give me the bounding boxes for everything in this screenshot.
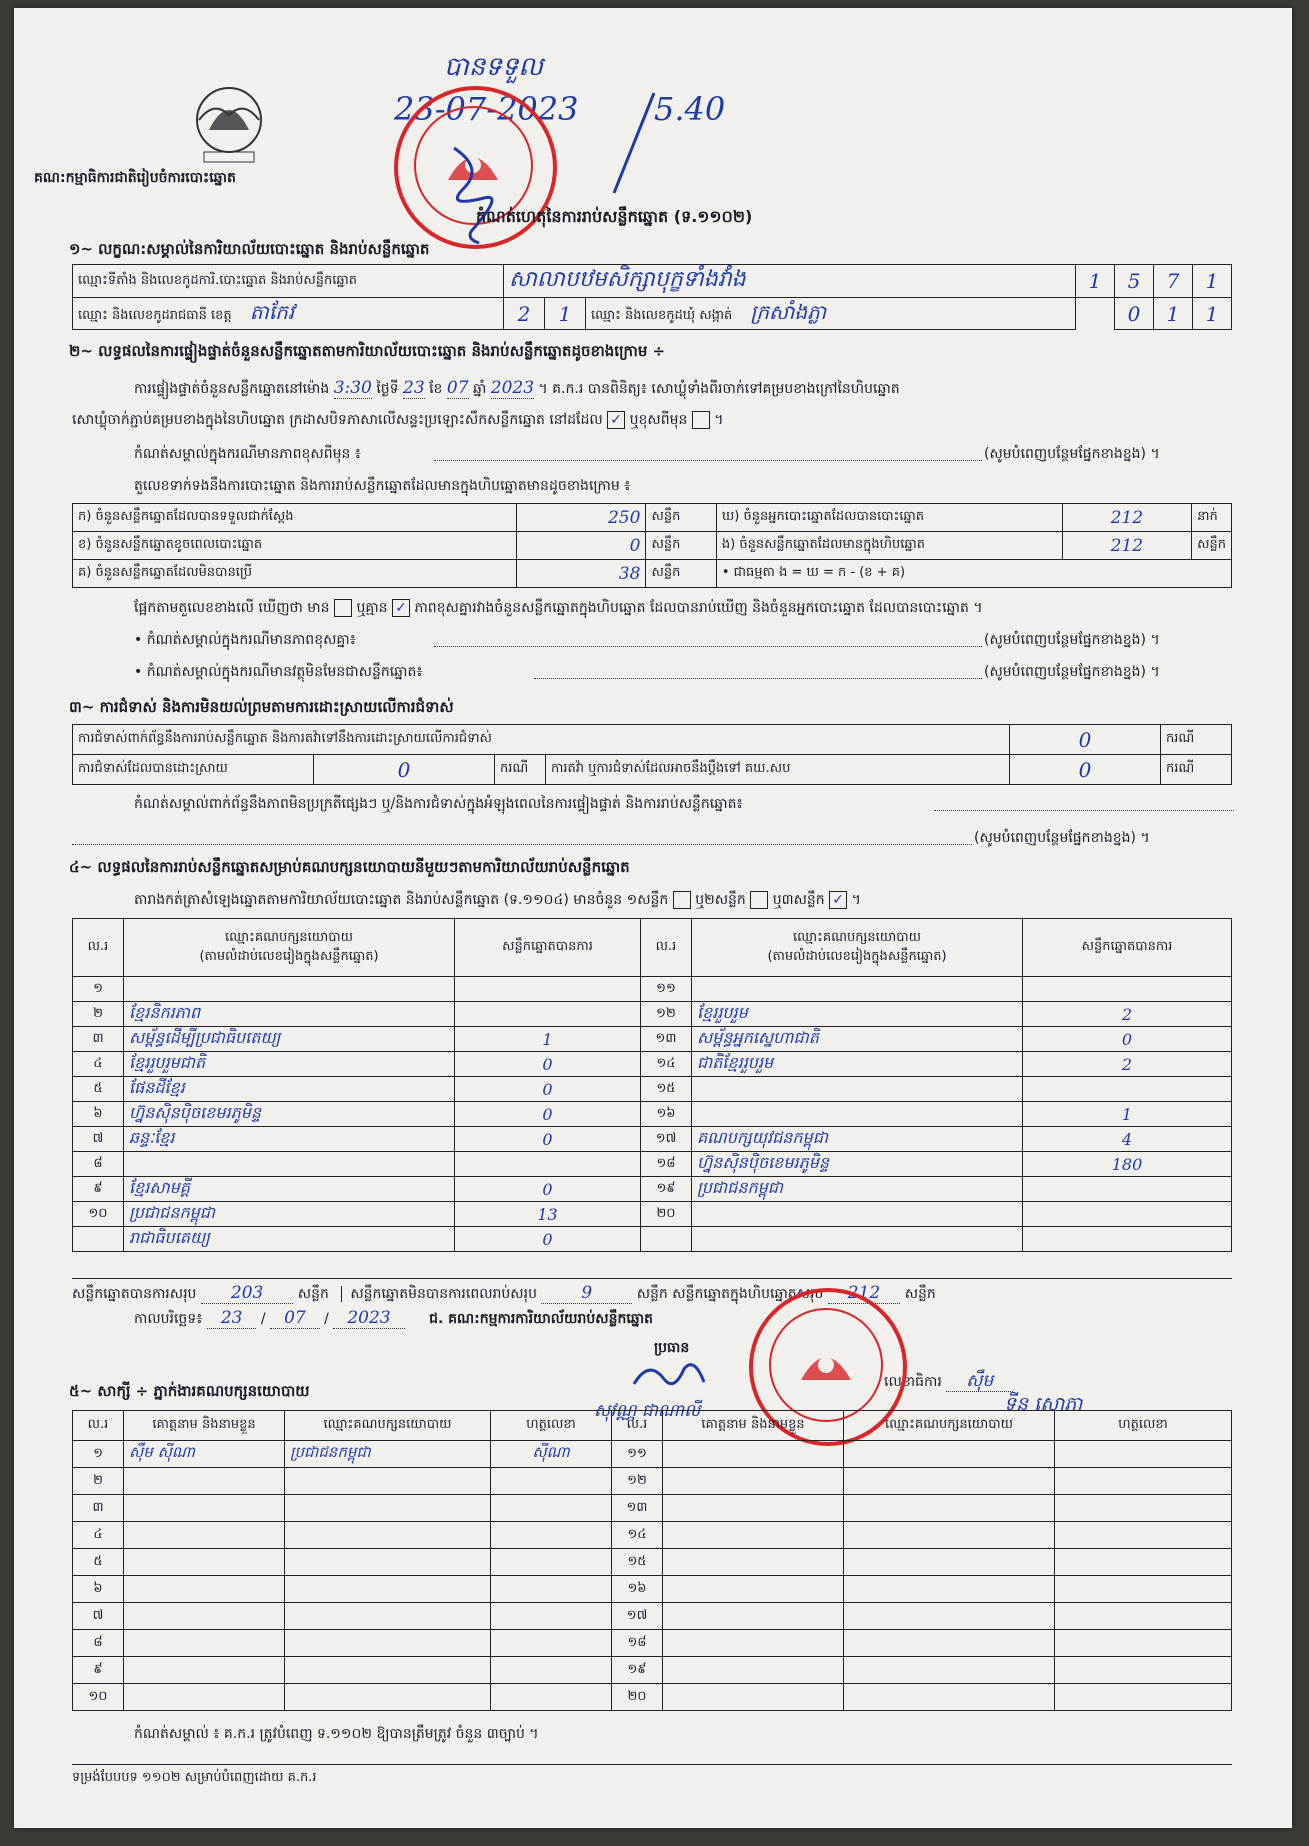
table-row [73, 1177, 1232, 1202]
witness-party [285, 1576, 491, 1603]
table-row [73, 1127, 1232, 1152]
bullet-foreign-line [534, 678, 982, 679]
table-row [73, 1052, 1232, 1077]
location-label: ឈ្មោះទីតាំង និងលេខកូដការិ.បោះឆ្នោត និងរាប់សន្លឹកឆ្នោត [73, 265, 504, 298]
form-title: កំណត់ហេតុនៃការរាប់សន្លឹកឆ្នោត (ទ.១១០២) [476, 207, 753, 226]
section5-title: ៥~ សាក្សី ÷ ភ្នាក់ងារគណបក្សនយោបាយ [69, 1382, 310, 1400]
discrepancy-yes-checkbox[interactable] [334, 599, 352, 617]
witness-signature [491, 1468, 612, 1495]
form-sheet [14, 8, 1292, 1828]
witness-name [124, 1576, 285, 1603]
witness-party [285, 1549, 491, 1576]
witness-name [663, 1522, 844, 1549]
commune-label: ឈ្មោះ និងលេខកូដឃុំ សង្កាត់ [591, 307, 733, 323]
witness-number: ១២ [612, 1468, 663, 1495]
verify-time: 3:30 [333, 378, 372, 398]
province-code-2: 1 [545, 298, 586, 330]
witness-signature [1055, 1549, 1232, 1576]
bullet-foreign-hint: (សូមបំពេញបន្ថែមផ្នែកខាងខ្នង) ។ [984, 664, 1160, 680]
table-row [73, 1630, 1232, 1657]
witness-name [663, 1549, 844, 1576]
invalid-total: 9 [541, 1283, 632, 1304]
table-row [73, 1002, 1232, 1027]
party-number: ១៧ [641, 1127, 692, 1152]
witness-party [844, 1522, 1055, 1549]
president-name: សុវណ្ណ ជាណាលី [594, 1401, 701, 1421]
commune-code-1: 0 [1115, 298, 1154, 330]
witness-name [663, 1657, 844, 1684]
table-row [73, 1227, 1232, 1252]
table-row [73, 1603, 1232, 1630]
party-name: រាជាធិបតេយ្យ [124, 1227, 455, 1252]
witness-name [663, 1630, 844, 1657]
party-name: ជាតិខ្មែររួបរួម [692, 1052, 1023, 1077]
witness-signature [491, 1549, 612, 1576]
figures-row: ក) ចំនួនសន្លឹកឆ្នោតដែលបានទទួលជាក់ស្តែង 250 សន្លឹក ឃ) ចំនួនអ្នកបោះឆ្នោតដែលបានបោះឆ្នោត 212 នាក់ [73, 504, 1232, 532]
commune-code-3: 1 [1193, 298, 1232, 330]
party-number: ៣ [73, 1027, 124, 1052]
received-date: 23-07-2023 [394, 90, 579, 128]
party-votes [1023, 977, 1232, 1002]
witness-name [663, 1468, 844, 1495]
party-number: ៩ [73, 1177, 124, 1202]
party-votes: 2 [1023, 1052, 1232, 1077]
party-votes [1023, 1177, 1232, 1202]
witness-signature [491, 1603, 612, 1630]
witness-number: ៧ [73, 1603, 124, 1630]
party-name: ខ្មែររួបរួមជាតិ [124, 1052, 455, 1077]
witness-number: ៦ [73, 1576, 124, 1603]
witness-name [663, 1684, 844, 1711]
party-votes: 2 [1023, 1002, 1232, 1027]
figures-row: គ) ចំនួនសន្លឹកឆ្នោតដែលមិនបានប្រើ 38 សន្លឹក • ជាធម្មតា ង = ឃ = ក - (ខ + គ) [73, 560, 1232, 588]
witness-signature [1055, 1603, 1232, 1630]
witness-party [844, 1657, 1055, 1684]
province-label: ឈ្មោះ និងលេខកូដរាជធានី ខេត្ត [78, 307, 232, 323]
footnote: កំណត់សម្គាល់ ៖ គ.ក.រ ត្រូវបំពេញ ទ.១១០២ ឱ្យបានត្រឹមត្រូវ ចំនួន ៣ច្បាប់ ។ [134, 1726, 539, 1742]
commune-value: ក្រសាំងភ្លា [750, 299, 827, 324]
party-number: ១៣ [641, 1027, 692, 1052]
witness-signature [1055, 1441, 1232, 1468]
date-month: 07 [270, 1308, 320, 1329]
witness-party [285, 1630, 491, 1657]
witness-name [124, 1468, 285, 1495]
received-ballots: 250 [517, 504, 646, 532]
party-votes [455, 1152, 641, 1177]
witness-number: ១៥ [612, 1549, 663, 1576]
spoiled-ballots: 0 [517, 532, 646, 560]
party-number: ៥ [73, 1077, 124, 1102]
bullet-discrepancy-line [434, 646, 982, 647]
party-number: ៦ [73, 1102, 124, 1127]
party-votes: 0 [455, 1052, 641, 1077]
province-code-1: 2 [504, 298, 545, 330]
witness-number: ១៤ [612, 1522, 663, 1549]
witness-signature [1055, 1495, 1232, 1522]
table-row [73, 1495, 1232, 1522]
form-footer: ទម្រង់បែបបទ ១១០២ សម្រាប់បំពេញដោយ គ.ក.រ [72, 1764, 1232, 1788]
secretary-signature: ស៊ឹម [946, 1371, 1013, 1392]
witness-party [844, 1684, 1055, 1711]
table-row [73, 1576, 1232, 1603]
table-row [73, 1027, 1232, 1052]
party-number [73, 1227, 124, 1252]
witness-number: ៣ [73, 1495, 124, 1522]
figures-table [72, 503, 1232, 588]
witness-party [844, 1549, 1055, 1576]
party-name [692, 1227, 1023, 1252]
party-votes: 0 [455, 1102, 641, 1127]
witness-number: ១១ [612, 1441, 663, 1468]
witness-number: ១៧ [612, 1603, 663, 1630]
section1-table [72, 264, 1232, 330]
verification-line: ការផ្ទៀងផ្ទាត់ចំនួនសន្លឹកឆ្នោតនៅម៉ោង 3:30 ថ្ងៃទី 23 ខែ 07 ឆ្នាំ 2023 ។ គ.ក.រ បានពិនិត្យ៖ សោឃ្លុំទាំងពីរចាក់ទៅគម្របខាងក្រៅនៃហិបឆ្នោត [134, 378, 900, 398]
party-votes: 4 [1023, 1127, 1232, 1152]
party-votes [1023, 1202, 1232, 1227]
party-name [692, 1077, 1023, 1102]
witness-number: ១៣ [612, 1495, 663, 1522]
witness-signature [491, 1630, 612, 1657]
table-row [73, 1202, 1232, 1227]
bullet-discrepancy: • កំណត់សម្គាល់ក្នុងករណីមានភាពខុសគ្នា៖ [134, 632, 356, 648]
party-votes: 0 [455, 1127, 641, 1152]
witness-name [663, 1576, 844, 1603]
party-name: គណបក្សយុវជនកម្ពុជា [692, 1127, 1023, 1152]
province-value: តាកែវ [249, 299, 295, 324]
party-name [692, 977, 1023, 1002]
table-row [73, 1152, 1232, 1177]
table-row [73, 1549, 1232, 1576]
committee-label: គណ:កម្មាធិការជាតិរៀបចំការបោះឆ្នោត [34, 170, 236, 186]
witness-signature [491, 1684, 612, 1711]
party-votes [455, 977, 641, 1002]
party-number: ១៦ [641, 1102, 692, 1127]
party-name: ខ្មែរសាមគ្គី [124, 1177, 455, 1202]
party-votes: 0 [1023, 1027, 1232, 1052]
table-row [73, 1657, 1232, 1684]
witness-number: ២០ [612, 1684, 663, 1711]
irregularity-line-1 [934, 810, 1234, 811]
witness-signature [1055, 1657, 1232, 1684]
witness-name [124, 1630, 285, 1657]
secretary-name: ទីន​ សោភា [1004, 1393, 1083, 1415]
witness-name [663, 1441, 844, 1468]
witness-number: ១០ [73, 1684, 124, 1711]
witness-signature [491, 1495, 612, 1522]
witness-signature [1055, 1630, 1232, 1657]
witness-party [844, 1495, 1055, 1522]
bullet-discrepancy-hint: (សូមបំពេញបន្ថែមផ្នែកខាងខ្នង) ។ [984, 632, 1160, 648]
witness-number: ៩ [73, 1657, 124, 1684]
party-name: ប្រជាជនកម្ពុជា [692, 1177, 1023, 1202]
party-number: ១៩ [641, 1177, 692, 1202]
party-number: ៤ [73, 1052, 124, 1077]
witness-name [124, 1522, 285, 1549]
slash-mark [604, 88, 664, 198]
party-name [124, 977, 455, 1002]
party-number [641, 1227, 692, 1252]
witness-name [663, 1495, 844, 1522]
ballots-in-box: 212 [1062, 532, 1191, 560]
irregularity-line-2 [72, 844, 972, 845]
party-number: ២ [73, 1002, 124, 1027]
section2-title: ២~ លទ្ធផលនៃការផ្ទៀងផ្ទាត់ចំនួនសន្លឹកឆ្នោតតាមការិយាល័យបោះឆ្នោត និងរាប់សន្លឹកឆ្នោតដូចខាងក្រោម ÷ [69, 342, 666, 360]
table-row [73, 1077, 1232, 1102]
sheets-2-checkbox[interactable] [750, 891, 768, 909]
party-number: ១៥ [641, 1077, 692, 1102]
difference-note-line [434, 460, 982, 461]
witness-number: ១៨ [612, 1630, 663, 1657]
president-label: ប្រធាន [654, 1340, 690, 1356]
table-row [73, 1522, 1232, 1549]
witness-party [844, 1576, 1055, 1603]
witness-name [124, 1684, 285, 1711]
commune-code-2: 1 [1154, 298, 1193, 330]
date-year: 2023 [333, 1308, 404, 1329]
witness-signature [1055, 1468, 1232, 1495]
party-votes [1023, 1077, 1232, 1102]
party-name: ហ្វ៊ុនស៊ិនប៉ិចខេមរភូមិន្ទ [124, 1102, 455, 1127]
resolved-value: 0 [314, 755, 495, 785]
party-name [692, 1202, 1023, 1227]
section1-title: ១~ លក្ខណ:សម្គាល់នៃការិយាល័យបោះឆ្នោត និងរាប់សន្លឹកឆ្នោត [69, 240, 430, 258]
table-row [73, 1441, 1232, 1468]
president-signature [624, 1354, 714, 1398]
witness-number: ១៩ [612, 1657, 663, 1684]
sheets-3-checkbox[interactable]: ✓ [829, 891, 847, 909]
party-number: ១០ [73, 1202, 124, 1227]
table-row [73, 977, 1232, 1002]
discrepancy-no-checkbox[interactable]: ✓ [392, 599, 410, 617]
witness-party: ប្រជាជនកម្ពុជា [285, 1441, 491, 1468]
appeal-label: ការតវ៉ា ឬការជំទាស់ដែលអាចនឹងប្តឹងទៅ គឃ.សប [546, 755, 1010, 785]
party-name: ផែនដីខ្មែរ [124, 1077, 455, 1102]
party-number: ២០ [641, 1202, 692, 1227]
irregularity-note: កំណត់សម្គាល់ពាក់ព័ន្ធនឹងភាពមិនប្រក្រតីផ្សេងៗ ឬ/និងការជំទាស់ក្នុងអំឡុងពេលនៃការផ្ទៀងផ្ទាត់ និងការរាប់សន្លឹកឆ្នោត៖ [134, 796, 743, 812]
valid-total: 203 [201, 1283, 293, 1304]
witness-signature [491, 1657, 612, 1684]
verify-day: 23 [403, 378, 425, 398]
table-row [73, 1468, 1232, 1495]
difference-note-hint: (សូមបំពេញបន្ថែមផ្នែកខាងខ្នង) ។ [984, 446, 1160, 462]
office-label: ជ. គណ:កម្មការការិយាល័យរាប់សន្លឹកឆ្នោត [429, 1311, 654, 1327]
witness-number: ៨ [73, 1630, 124, 1657]
party-votes: 0 [455, 1077, 641, 1102]
nec-emblem [179, 80, 279, 172]
formula: • ជាធម្មតា ង = ឃ = ក - (ខ + គ) [716, 560, 1231, 588]
party-name: ហ្វ៊ុនស៊ិនប៉ិចខេមរភូមិន្ទ [692, 1152, 1023, 1177]
witness-number: ៥ [73, 1549, 124, 1576]
section3-title: ៣~ ការជំទាស់ និងការមិនយល់ព្រមតាមការដោះស្រាយលើការជំទាស់ [69, 698, 454, 716]
party-votes: 1 [455, 1027, 641, 1052]
tally-sheet-line: តារាងកត់ត្រាសំឡេងឆ្នោតតាមការិយាល័យបោះឆ្នោត និងរាប់សន្លឹកឆ្នោត (ទ.១១០៤) មានចំនួន ១សន្លឹក ឬ២សន្លឹក ឬ៣សន្លឹក ✓ ។ [134, 892, 861, 908]
witness-number: ១ [73, 1441, 124, 1468]
received-note: បានទទួល [444, 52, 544, 82]
witness-name [124, 1549, 285, 1576]
received-time: 5.40 [654, 90, 726, 128]
party-number: ១ [73, 977, 124, 1002]
party-votes: 13 [455, 1202, 641, 1227]
location-code-3: 7 [1154, 265, 1193, 298]
different-checkbox[interactable] [692, 411, 710, 429]
seal-status-line: សោឃ្លុំចាក់ភ្ជាប់គម្របខាងក្នុងនៃហិបឆ្នោត ក្រដាសបិទភាសាលើសន្ទះប្រឡោះសឹកសន្លឹកឆ្នោត នៅដដែល ✓ ឬខុសពីមុន ។ [72, 412, 724, 428]
witness-signature [1055, 1576, 1232, 1603]
date-line: កាលបរិច្ឆេទ៖ 23 / 07 / 2023 ជ. គណ:កម្មការការិយាល័យរាប់សន្លឹកឆ្នោត [134, 1308, 654, 1328]
party-name: ឆន្ទៈខ្មែរ [124, 1127, 455, 1152]
witness-party [844, 1603, 1055, 1630]
sheets-1-checkbox[interactable] [673, 891, 691, 909]
witness-signature [1055, 1522, 1232, 1549]
witness-name [124, 1495, 285, 1522]
location-code-1: 1 [1076, 265, 1115, 298]
results-table: ល.រ ឈ្មោះគណបក្សនយោបាយ (តាមលំដាប់លេខរៀងក្នុងសន្លឹកឆ្នោត) សន្លឹកឆ្នោតបានការ ល.រ ឈ្មោះគណបក្សនយោបាយ (តាមលំដាប់លេខរៀងក្នុងសន្លឹកឆ្នោត) សន្លឹកឆ្នោតបានការ ១ ១១ ២ ខ្មែរនិករភាព ១២ ខ្មែររួបរួម 2 ៣ សម្ព័ន្ធដើម្បីប្រជាធិបតេយ្យ 1 ១៣ សម្ព័ន្ធអ្នកស្នេហាជាតិ 0 ៤ ខ្មែររួបរួមជាតិ 0 ១៤ ជាតិខ្មែររួបរួម 2 ៥ ផែនដីខ្មែរ 0 ១៥ ៦ ហ្វ៊ុនស៊ិនប៉ិចខេមរភូមិន្ទ 0 ១៦ 1 ៧ ឆន្ទៈខ្មែរ 0 ១៧ គណបក្សយុវជនកម្ពុជា 4 ៨ ១៨ ហ្វ៊ុនស៊ិនប៉ិចខេមរភូមិន្ទ 180 ៩ ខ្មែរសាមគ្គី 0 ១៩ ប្រជាជនកម្ពុជា ១០ ប្រជាជនកម្ពុជា 13 ២០ រាជាធិបតេយ្យ 0 [72, 918, 1232, 1252]
complaints-label: ការជំទាស់ពាក់ព័ន្ធនឹងការរាប់សន្លឹកឆ្នោត និងការតវ៉ាទៅនឹងការដោះស្រាយលើការជំទាស់ [73, 725, 1010, 755]
witness-party [285, 1495, 491, 1522]
irregularity-hint: (សូមបំពេញបន្ថែមផ្នែកខាងខ្នង) ។ [974, 830, 1150, 846]
verify-month: 07 [446, 378, 469, 398]
difference-note-label: កំណត់សម្គាល់ក្នុងករណីមានភាពខុសពីមុន ៖ [134, 446, 361, 462]
date-day: 23 [207, 1308, 257, 1329]
same-checkbox[interactable]: ✓ [607, 411, 625, 429]
party-name [124, 1152, 455, 1177]
discrepancy-line: ផ្អែកតាមតួលេខខាងលើ ឃើញថា មាន ឬគ្មាន ✓ ភាពខុសគ្នារវាងចំនួនសន្លឹកឆ្នោតក្នុងហិបឆ្នោត ដែលបានរាប់ឃើញ និងចំនួនអ្នកបោះឆ្នោត ដែលបានបោះឆ្នោត ។ [134, 600, 983, 616]
witness-party [285, 1657, 491, 1684]
party-name: សម្ព័ន្ធដើម្បីប្រជាធិបតេយ្យ [124, 1027, 455, 1052]
witness-party [285, 1603, 491, 1630]
witness-number: ១៦ [612, 1576, 663, 1603]
box-total: 212 [828, 1283, 900, 1304]
voters-count: 212 [1062, 504, 1191, 532]
party-name: ខ្មែរនិករភាព [124, 1002, 455, 1027]
party-name: ប្រជាជនកម្ពុជា [124, 1202, 455, 1227]
witness-name [663, 1603, 844, 1630]
complaints-value: 0 [1010, 725, 1161, 755]
witness-number: ៤ [73, 1522, 124, 1549]
party-name [692, 1102, 1023, 1127]
witness-party [844, 1441, 1055, 1468]
party-number: ១៨ [641, 1152, 692, 1177]
witness-party [285, 1522, 491, 1549]
party-name: សម្ព័ន្ធអ្នកស្នេហាជាតិ [692, 1027, 1023, 1052]
party-number: ៨ [73, 1152, 124, 1177]
witness-name: ស៊ឹម ស៊ីណា [124, 1441, 285, 1468]
party-number: ១៤ [641, 1052, 692, 1077]
witness-name [124, 1657, 285, 1684]
witness-table: ល.រ គោត្តនាម និងនាមខ្លួន ឈ្មោះគណបក្សនយោបាយ ហត្ថលេខា ល.រ គោត្តនាម និងនាមខ្លួន ឈ្មោះគណបក្សនយោបាយ ហត្ថលេខា ១ ស៊ឹម ស៊ីណា ប្រជាជនកម្ពុជា ស៊ីណា ១១ ២ ១២ ៣ ១៣ ៤ ១៤ ៥ ១៥ ៦ ១៦ ៧ ១៧ ៨ ១៨ ៩ ១៩ ១០ ២០ [72, 1410, 1232, 1711]
party-votes: 1 [1023, 1102, 1232, 1127]
party-votes [455, 1002, 641, 1027]
table-row [73, 1684, 1232, 1711]
witness-party [285, 1468, 491, 1495]
secretary-label: លេខាធិការ ស៊ឹម [884, 1370, 1013, 1395]
witness-signature [1055, 1684, 1232, 1711]
signature-top [424, 138, 524, 248]
bullet-foreign-object: • កំណត់សម្គាល់ក្នុងករណីមានវត្ថុមិនមែនជាសន្លឹកឆ្នោត៖ [134, 664, 423, 680]
witness-party [844, 1630, 1055, 1657]
location-code-2: 5 [1115, 265, 1154, 298]
location-value: សាលាបឋមសិក្សាបុក្ខទាំងវាំង [504, 265, 1076, 298]
totals-line: សន្លឹកឆ្នោតបានការសរុប 203 សន្លឹក សន្លឹកឆ្នោតមិនបានការពេលរាប់សរុប 9 សន្លឹក សន្លឹកឆ្នោតក្នុងហិបឆ្នោតសរុប 212 សន្លឹក [72, 1278, 1232, 1305]
witness-name [124, 1603, 285, 1630]
figures-row: ខ) ចំនួនសន្លឹកឆ្នោតខូចពេលបោះឆ្នោត 0 សន្លឹក ង) ចំនួនសន្លឹកឆ្នោតដែលមានក្នុងហិបឆ្នោត 212 សន្លឹក [73, 532, 1232, 560]
witness-number: ២ [73, 1468, 124, 1495]
party-name: ខ្មែររួបរួម [692, 1002, 1023, 1027]
witness-party [285, 1684, 491, 1711]
party-number: ១២ [641, 1002, 692, 1027]
section4-title: ៤~ លទ្ធផលនៃការរាប់សន្លឹកឆ្នោតសម្រាប់គណបក្សនយោបាយនីមួយៗតាមការិយាល័យរាប់សន្លឹកឆ្នោត [69, 858, 630, 876]
resolved-label: ការជំទាស់ដែលបានដោះស្រាយ [73, 755, 314, 785]
verify-year: 2023 [490, 378, 535, 398]
table-row [73, 1102, 1232, 1127]
party-number: ១១ [641, 977, 692, 1002]
witness-signature [491, 1576, 612, 1603]
complaints-table: ការជំទាស់ពាក់ព័ន្ធនឹងការរាប់សន្លឹកឆ្នោត និងការតវ៉ាទៅនឹងការដោះស្រាយលើការជំទាស់ 0 ករណី ការជំទាស់ដែលបានដោះស្រាយ 0 ករណី ការតវ៉ា ឬការជំទាស់ដែលអាចនឹងប្តឹងទៅ គឃ.សប 0 ករណី [72, 724, 1232, 785]
party-votes: 0 [455, 1227, 641, 1252]
party-votes: 0 [455, 1177, 641, 1202]
unused-ballots: 38 [517, 560, 646, 588]
witness-signature: ស៊ីណា [491, 1441, 612, 1468]
appeal-value: 0 [1010, 755, 1161, 785]
party-votes [1023, 1227, 1232, 1252]
figures-intro: តួលេខទាក់ទងនឹងការបោះឆ្នោត និងការរាប់សន្លឹកឆ្នោតដែលមានក្នុងហិបឆ្នោតមានដូចខាងក្រោម ៖ [134, 478, 631, 494]
witness-signature [491, 1522, 612, 1549]
witness-party [844, 1468, 1055, 1495]
party-number: ៧ [73, 1127, 124, 1152]
location-code-4: 1 [1193, 265, 1232, 298]
party-votes: 180 [1023, 1152, 1232, 1177]
